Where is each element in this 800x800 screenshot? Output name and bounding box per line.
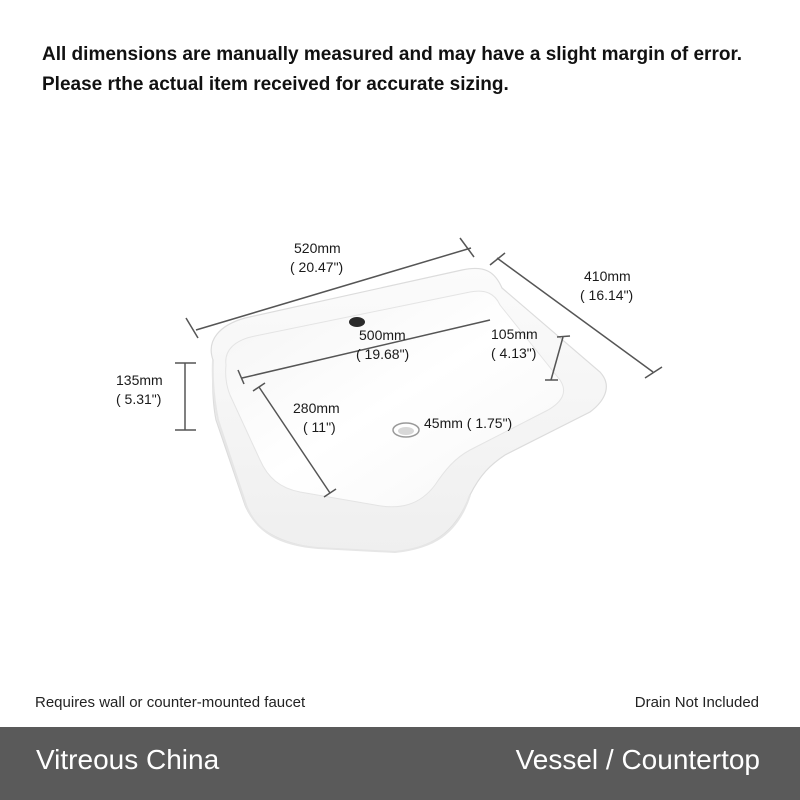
length-inner-mm-label: 500mm xyxy=(359,327,406,343)
width-outer-in-label: ( 16.14") xyxy=(580,287,634,303)
length-inner-in-label: ( 19.68") xyxy=(356,346,410,362)
mount-type-label: Vessel / Countertop xyxy=(515,744,760,775)
width-outer-mm-label: 410mm xyxy=(584,268,631,284)
disclaimer-text: All dimensions are manually measured and may have a slight margin of error. Please rthe actual item received for accurate sizing. xyxy=(42,44,743,95)
faucet-hole-icon xyxy=(349,317,365,327)
sink-image xyxy=(211,268,606,552)
material-label: Vitreous China xyxy=(36,744,220,775)
length-outer-mm-label: 520mm xyxy=(294,240,341,256)
width-inner-in-label: ( 11") xyxy=(303,419,336,435)
width-inner-mm-label: 280mm xyxy=(293,400,340,416)
height-mm-label: 135mm xyxy=(116,372,163,388)
depth-inner-in-label: ( 4.13") xyxy=(491,345,537,361)
drain-size-label: 45mm ( 1.75") xyxy=(424,415,513,431)
drain-note: Drain Not Included xyxy=(634,694,759,711)
footer-bar xyxy=(0,727,800,800)
depth-inner-mm-label: 105mm xyxy=(491,326,538,342)
height-in-label: ( 5.31") xyxy=(116,391,162,407)
length-outer-in-label: ( 20.47") xyxy=(290,259,344,275)
faucet-note: Requires wall or counter-mounted faucet xyxy=(35,694,306,711)
